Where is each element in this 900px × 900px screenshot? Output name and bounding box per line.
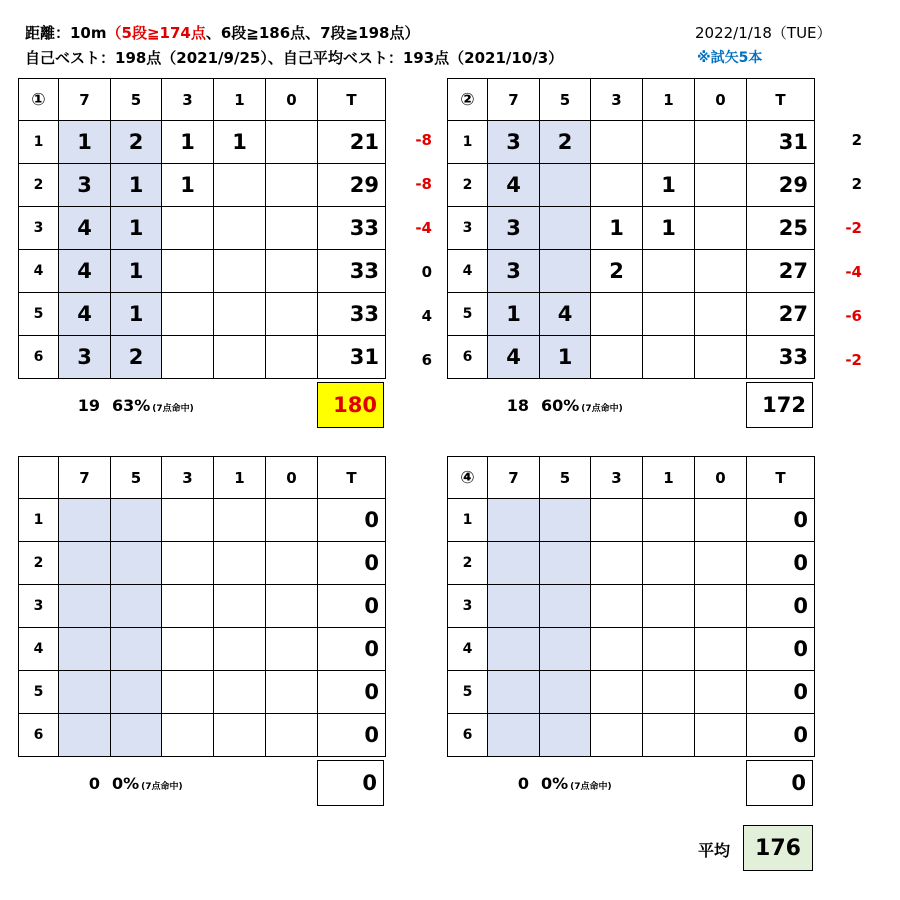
column-header-7: 7 xyxy=(488,79,540,121)
count-cell[interactable]: 1 xyxy=(162,164,214,207)
count-cell[interactable] xyxy=(162,499,214,542)
column-header-1: 1 xyxy=(214,79,266,121)
count-cell[interactable] xyxy=(266,250,318,293)
count-cell[interactable]: 1 xyxy=(488,293,540,336)
count-cell[interactable] xyxy=(695,121,747,164)
count-cell[interactable]: 4 xyxy=(540,293,591,336)
end-total: 29 xyxy=(318,164,386,207)
column-header-1: 1 xyxy=(643,79,695,121)
average-label: 平均 xyxy=(698,841,731,860)
end-total: 0 xyxy=(318,542,386,585)
hit-rate-note: (7点命中) xyxy=(152,404,194,414)
count-cell[interactable]: 2 xyxy=(591,250,643,293)
count-cell[interactable] xyxy=(591,542,643,585)
count-cell[interactable] xyxy=(111,585,162,628)
table-row xyxy=(448,628,815,671)
end-total: 27 xyxy=(747,250,815,293)
end-number: 6 xyxy=(448,714,488,757)
count-cell[interactable] xyxy=(266,714,318,757)
table-row xyxy=(448,250,815,293)
count-cell[interactable] xyxy=(266,542,318,585)
count-cell[interactable]: 1 xyxy=(643,164,695,207)
table-row xyxy=(19,250,386,293)
column-header-0: 0 xyxy=(266,457,318,499)
count-cell[interactable] xyxy=(540,628,591,671)
count-cell[interactable]: 1 xyxy=(591,207,643,250)
end-difference: -8 xyxy=(415,175,432,193)
count-cell[interactable]: 4 xyxy=(488,164,540,207)
end-difference: -8 xyxy=(415,131,432,149)
count-cell[interactable] xyxy=(266,121,318,164)
end-number: 3 xyxy=(19,585,59,628)
round-label xyxy=(19,457,59,499)
count-cell[interactable]: 2 xyxy=(111,121,162,164)
count-cell[interactable]: 2 xyxy=(111,336,162,379)
end-total: 27 xyxy=(747,293,815,336)
count-cell[interactable]: 3 xyxy=(488,250,540,293)
table-row xyxy=(19,121,386,164)
column-header-1: 1 xyxy=(643,457,695,499)
end-number: 5 xyxy=(448,671,488,714)
count-cell[interactable] xyxy=(695,714,747,757)
count-cell[interactable] xyxy=(643,336,695,379)
count-cell[interactable]: 1 xyxy=(59,121,111,164)
hit-rate-note: (7点命中) xyxy=(581,404,623,414)
end-total: 0 xyxy=(747,542,815,585)
rank-other-thresholds: 、6段≧186点、7段≧198点） xyxy=(205,24,420,42)
table-row xyxy=(19,585,386,628)
end-number: 3 xyxy=(448,585,488,628)
end-total: 0 xyxy=(747,671,815,714)
count-cell[interactable] xyxy=(266,293,318,336)
count-cell[interactable] xyxy=(214,207,266,250)
count-cell[interactable] xyxy=(643,714,695,757)
end-total: 0 xyxy=(318,499,386,542)
column-header-7: 7 xyxy=(59,79,111,121)
column-header-0: 0 xyxy=(266,79,318,121)
end-total: 0 xyxy=(747,585,815,628)
count-cell[interactable] xyxy=(591,671,643,714)
column-header-total: T xyxy=(747,79,815,121)
column-header-5: 5 xyxy=(111,79,162,121)
count-cell[interactable] xyxy=(266,164,318,207)
end-difference: -4 xyxy=(845,263,862,281)
distance-label: 距離：10m xyxy=(25,24,107,42)
table-row xyxy=(19,293,386,336)
count-cell[interactable] xyxy=(214,336,266,379)
count-cell[interactable] xyxy=(695,293,747,336)
end-total: 21 xyxy=(318,121,386,164)
table-row xyxy=(448,336,815,379)
count-cell[interactable] xyxy=(540,585,591,628)
hit-summary xyxy=(499,774,612,793)
count-cell[interactable] xyxy=(488,714,540,757)
count-cell[interactable] xyxy=(111,671,162,714)
hit-rate: 63% xyxy=(112,396,151,415)
count-cell[interactable] xyxy=(162,293,214,336)
count-cell[interactable]: 3 xyxy=(488,207,540,250)
table-row xyxy=(448,714,815,757)
count-cell[interactable]: 1 xyxy=(540,336,591,379)
count-cell[interactable] xyxy=(111,628,162,671)
count-cell[interactable] xyxy=(643,671,695,714)
end-number: 4 xyxy=(19,250,59,293)
table-row xyxy=(19,671,386,714)
end-difference: -2 xyxy=(845,219,862,237)
table-row xyxy=(19,542,386,585)
count-cell[interactable] xyxy=(643,250,695,293)
end-total: 0 xyxy=(747,628,815,671)
table-row xyxy=(19,628,386,671)
count-cell[interactable] xyxy=(488,585,540,628)
hit-summary xyxy=(70,396,194,415)
column-header-1: 1 xyxy=(214,457,266,499)
count-cell[interactable] xyxy=(111,499,162,542)
count-cell[interactable] xyxy=(488,499,540,542)
count-cell[interactable] xyxy=(162,250,214,293)
end-difference: 2 xyxy=(851,131,862,149)
column-header-total: T xyxy=(318,457,386,499)
table-row xyxy=(19,164,386,207)
end-number: 4 xyxy=(19,628,59,671)
count-cell[interactable] xyxy=(643,542,695,585)
count-cell[interactable] xyxy=(214,585,266,628)
end-total: 0 xyxy=(318,671,386,714)
end-difference: 4 xyxy=(421,307,432,325)
count-cell[interactable]: 1 xyxy=(162,121,214,164)
count-cell[interactable] xyxy=(643,628,695,671)
end-difference: -6 xyxy=(845,307,862,325)
table-row xyxy=(448,585,815,628)
count-cell[interactable] xyxy=(162,336,214,379)
count-cell[interactable]: 1 xyxy=(111,164,162,207)
hit-count: 0 xyxy=(517,774,529,793)
count-cell[interactable]: 1 xyxy=(111,250,162,293)
column-header-3: 3 xyxy=(591,79,643,121)
table-row xyxy=(19,714,386,757)
count-cell[interactable] xyxy=(695,499,747,542)
count-cell[interactable] xyxy=(59,585,111,628)
count-cell[interactable]: 1 xyxy=(111,207,162,250)
end-number: 2 xyxy=(19,542,59,585)
end-total: 0 xyxy=(318,714,386,757)
count-cell[interactable] xyxy=(162,207,214,250)
count-cell[interactable] xyxy=(591,714,643,757)
count-cell[interactable] xyxy=(591,293,643,336)
column-header-total: T xyxy=(747,457,815,499)
count-cell[interactable] xyxy=(214,628,266,671)
round-total: 0 xyxy=(317,760,384,806)
end-total: 29 xyxy=(747,164,815,207)
count-cell[interactable]: 3 xyxy=(488,121,540,164)
count-cell[interactable] xyxy=(214,542,266,585)
count-cell[interactable] xyxy=(695,585,747,628)
count-cell[interactable] xyxy=(162,714,214,757)
column-header-5: 5 xyxy=(540,457,591,499)
end-difference: -4 xyxy=(415,219,432,237)
end-number: 3 xyxy=(448,207,488,250)
end-number: 3 xyxy=(19,207,59,250)
column-header-7: 7 xyxy=(59,457,111,499)
count-cell[interactable] xyxy=(214,671,266,714)
count-cell[interactable] xyxy=(695,628,747,671)
hit-summary xyxy=(499,396,623,415)
column-header-5: 5 xyxy=(111,457,162,499)
end-difference: -2 xyxy=(845,351,862,369)
hit-count: 0 xyxy=(88,774,100,793)
count-cell[interactable] xyxy=(214,250,266,293)
count-cell[interactable] xyxy=(591,499,643,542)
end-difference: 0 xyxy=(421,263,432,281)
count-cell[interactable] xyxy=(540,250,591,293)
column-header-5: 5 xyxy=(540,79,591,121)
end-total: 0 xyxy=(747,499,815,542)
count-cell[interactable] xyxy=(162,542,214,585)
hit-rate: 0% xyxy=(112,774,140,793)
end-number: 4 xyxy=(448,628,488,671)
end-total: 33 xyxy=(318,250,386,293)
count-cell[interactable]: 3 xyxy=(59,164,111,207)
end-total: 31 xyxy=(318,336,386,379)
hit-rate: 0% xyxy=(541,774,569,793)
count-cell[interactable] xyxy=(540,714,591,757)
table-row xyxy=(448,671,815,714)
count-cell[interactable] xyxy=(214,164,266,207)
end-number: 5 xyxy=(19,671,59,714)
hit-rate: 60% xyxy=(541,396,580,415)
count-cell[interactable] xyxy=(266,671,318,714)
count-cell[interactable] xyxy=(162,671,214,714)
count-cell[interactable]: 1 xyxy=(111,293,162,336)
round-total: 180 xyxy=(317,382,384,428)
average-value: 176 xyxy=(743,825,813,871)
count-cell[interactable] xyxy=(643,293,695,336)
count-cell[interactable] xyxy=(266,207,318,250)
count-cell[interactable] xyxy=(488,671,540,714)
count-cell[interactable] xyxy=(59,499,111,542)
count-cell[interactable] xyxy=(266,336,318,379)
rank-5-threshold: 5段≧174点 xyxy=(121,24,206,42)
count-cell[interactable] xyxy=(488,542,540,585)
table-row xyxy=(448,164,815,207)
table-row xyxy=(19,336,386,379)
end-difference: 2 xyxy=(851,175,862,193)
count-cell[interactable] xyxy=(643,585,695,628)
hit-rate-note: (7点命中) xyxy=(141,782,183,792)
end-number: 2 xyxy=(448,542,488,585)
count-cell[interactable] xyxy=(695,164,747,207)
count-cell[interactable] xyxy=(643,499,695,542)
personal-best-line: 自己ベスト：198点（2021/9/25）、自己平均ベスト：193点（2021/10/3） xyxy=(25,49,564,67)
count-cell[interactable] xyxy=(540,164,591,207)
count-cell[interactable] xyxy=(695,671,747,714)
count-cell[interactable]: 4 xyxy=(59,207,111,250)
end-number: 4 xyxy=(448,250,488,293)
table-row xyxy=(19,207,386,250)
count-cell[interactable]: 4 xyxy=(488,336,540,379)
end-total: 25 xyxy=(747,207,815,250)
count-cell[interactable] xyxy=(540,207,591,250)
table-row xyxy=(448,207,815,250)
round-label: ④ xyxy=(448,457,488,499)
column-header-3: 3 xyxy=(162,79,214,121)
column-header-3: 3 xyxy=(162,457,214,499)
hit-count: 19 xyxy=(77,396,100,415)
column-header-0: 0 xyxy=(695,457,747,499)
count-cell[interactable] xyxy=(695,542,747,585)
table-row xyxy=(19,499,386,542)
count-cell[interactable] xyxy=(162,585,214,628)
end-total: 31 xyxy=(747,121,815,164)
count-cell[interactable] xyxy=(643,121,695,164)
end-number: 6 xyxy=(19,336,59,379)
count-cell[interactable] xyxy=(59,542,111,585)
column-header-3: 3 xyxy=(591,457,643,499)
count-cell[interactable] xyxy=(591,585,643,628)
session-date: 2022/1/18（TUE） xyxy=(695,24,832,42)
count-cell[interactable] xyxy=(111,542,162,585)
count-cell[interactable] xyxy=(214,293,266,336)
count-cell[interactable] xyxy=(162,628,214,671)
end-total: 0 xyxy=(318,628,386,671)
count-cell[interactable] xyxy=(214,714,266,757)
rank-open-paren: （ xyxy=(106,24,122,42)
column-header-7: 7 xyxy=(488,457,540,499)
count-cell[interactable] xyxy=(695,336,747,379)
count-cell[interactable] xyxy=(591,336,643,379)
end-number: 6 xyxy=(19,714,59,757)
count-cell[interactable] xyxy=(266,585,318,628)
hit-summary xyxy=(70,774,183,793)
count-cell[interactable]: 1 xyxy=(214,121,266,164)
practice-arrows-note: ※試矢5本 xyxy=(697,50,763,66)
count-cell[interactable]: 4 xyxy=(59,250,111,293)
end-number: 1 xyxy=(448,499,488,542)
count-cell[interactable] xyxy=(540,671,591,714)
end-number: 2 xyxy=(19,164,59,207)
count-cell[interactable]: 1 xyxy=(643,207,695,250)
column-header-0: 0 xyxy=(695,79,747,121)
count-cell[interactable] xyxy=(591,121,643,164)
end-number: 2 xyxy=(448,164,488,207)
count-cell[interactable] xyxy=(488,628,540,671)
count-cell[interactable] xyxy=(695,250,747,293)
hit-count: 18 xyxy=(506,396,529,415)
end-difference: 6 xyxy=(421,351,432,369)
table-row xyxy=(448,293,815,336)
table-row xyxy=(448,121,815,164)
count-cell[interactable] xyxy=(266,499,318,542)
count-cell[interactable] xyxy=(59,714,111,757)
end-total: 33 xyxy=(318,207,386,250)
count-cell[interactable] xyxy=(591,164,643,207)
round-total: 172 xyxy=(746,382,813,428)
end-number: 1 xyxy=(448,121,488,164)
count-cell[interactable] xyxy=(266,628,318,671)
score-table xyxy=(447,78,815,379)
end-number: 6 xyxy=(448,336,488,379)
round-label: ② xyxy=(448,79,488,121)
table-row xyxy=(448,542,815,585)
count-cell[interactable] xyxy=(540,542,591,585)
round-label: ① xyxy=(19,79,59,121)
end-total: 33 xyxy=(318,293,386,336)
end-total: 0 xyxy=(318,585,386,628)
end-number: 5 xyxy=(448,293,488,336)
round-total: 0 xyxy=(746,760,813,806)
table-row xyxy=(448,499,815,542)
hit-rate-note: (7点命中) xyxy=(570,782,612,792)
score-table xyxy=(447,456,815,757)
column-header-total: T xyxy=(318,79,386,121)
count-cell[interactable] xyxy=(59,628,111,671)
count-cell[interactable] xyxy=(540,499,591,542)
count-cell[interactable] xyxy=(591,628,643,671)
score-table xyxy=(18,456,386,757)
end-total: 0 xyxy=(747,714,815,757)
count-cell[interactable] xyxy=(59,671,111,714)
count-cell[interactable] xyxy=(695,207,747,250)
count-cell[interactable] xyxy=(214,499,266,542)
end-number: 5 xyxy=(19,293,59,336)
rules-line xyxy=(25,22,420,43)
count-cell[interactable]: 2 xyxy=(540,121,591,164)
count-cell[interactable] xyxy=(111,714,162,757)
count-cell[interactable]: 4 xyxy=(59,293,111,336)
score-table xyxy=(18,78,386,379)
end-number: 1 xyxy=(19,499,59,542)
end-total: 33 xyxy=(747,336,815,379)
count-cell[interactable]: 3 xyxy=(59,336,111,379)
end-number: 1 xyxy=(19,121,59,164)
